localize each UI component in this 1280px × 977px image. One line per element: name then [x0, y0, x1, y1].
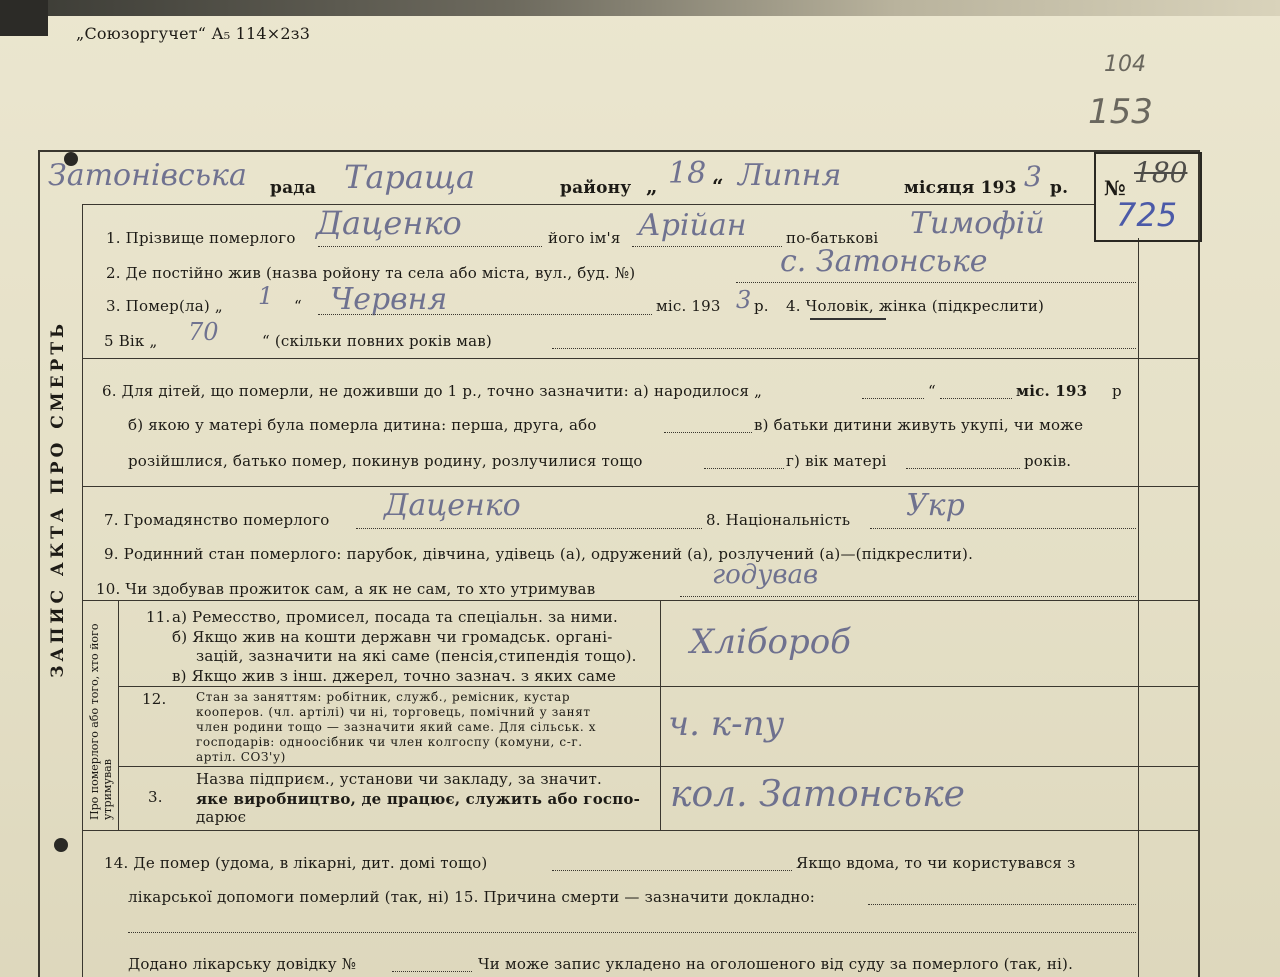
field-13-l1: Назва підприєм., установи чи закладу, за значит. — [196, 770, 602, 788]
field-3-label: 3. Помер(ла) „ — [106, 297, 223, 315]
field-6a-quote: “ — [928, 382, 936, 400]
rada-label: рада — [270, 178, 317, 198]
field-13-num: 3. — [148, 788, 163, 806]
field-14-label: 14. Де помер (удома, в лікарні, дит. домі тощо) — [104, 854, 488, 872]
field-7-label: 7. Громадянство померлого — [104, 511, 330, 529]
male-underline — [810, 318, 886, 320]
nationality-handwritten: Укр — [906, 488, 965, 523]
number-label: № — [1104, 176, 1126, 200]
sub-left — [118, 600, 119, 830]
day-close-quote: “ — [712, 174, 724, 198]
field-12-l1: Стан за заняттям: робітник, служб., ремісник, кустар — [196, 690, 571, 704]
residence-handwritten: с. Затонське — [780, 244, 988, 279]
frame-right — [1198, 150, 1200, 977]
raion-label: району — [560, 178, 632, 198]
field-12-l5: артіл. СОЗ'у) — [196, 750, 286, 764]
field-9-label: 9. Родинний стан померлого: парубок, дівчина, удівець (а), одружений (а), розлучений (а)—(підкреслити). — [104, 545, 974, 563]
field-6g-tail: років. — [1024, 452, 1072, 470]
publisher-mark: „Союзоргучет“ А₅ 114×2з3 — [76, 24, 311, 43]
field-16-label: Додано лікарську довідку № — [128, 955, 357, 973]
field-6a-tail: міс. 193 — [1016, 382, 1088, 400]
field-5-tail: “ (скільки повних років мав) — [262, 332, 492, 350]
number-new-handwritten: 725 — [1116, 196, 1178, 234]
rule-12 — [118, 766, 1200, 767]
rada-handwritten: Затонівська — [48, 158, 247, 193]
raion-handwritten: Тараща — [344, 158, 476, 196]
field-6a-label: 6. Для дітей, що померли, не доживши до 1 р., точно зазначити: а) народилося „ — [102, 382, 763, 400]
field-1-label: 1. Прізвище померлого — [106, 229, 296, 247]
sub-mid — [660, 600, 661, 830]
field-11b1: б) Якщо жив на кошти державн чи громадськ. органі- — [172, 628, 613, 646]
year-handwritten: 3 — [1024, 160, 1042, 193]
field-11b2: зацій, зазначити на які саме (пенсія,стипендія тощо). — [196, 647, 637, 665]
death-day-handwritten: 1 — [258, 282, 274, 310]
rule-6 — [82, 486, 1200, 487]
rule-11 — [118, 686, 1200, 687]
field-15-label: лікарської допомоги померлий (так, ні) 15. Причина смерти — зазначити докладно: — [128, 888, 816, 906]
month-label: місяця 193 — [904, 178, 1017, 198]
year-suffix: р. — [1050, 178, 1069, 198]
field-11v: в) Якщо жив з інш. джерел, точно зазнач. з яких саме — [172, 667, 617, 685]
field-1-patronymic-label: по-батькові — [786, 229, 879, 247]
frame-top — [38, 150, 1200, 152]
workplace-handwritten: кол. Затонське — [670, 774, 965, 815]
age-handwritten: 70 — [188, 318, 219, 346]
rule-10 — [82, 600, 1200, 601]
field-6b-label: б) якою у матері була померла дитина: перша, друга, або — [128, 416, 597, 434]
field-8-label: 8. Національність — [706, 511, 851, 529]
field-2-label: 2. Де постійно жив (назва ройону та села або міста, вул., буд. №) — [106, 264, 636, 282]
surname-handwritten: Даценко — [316, 204, 462, 242]
side-note: Про померлого або того, хто його утримував — [88, 623, 114, 820]
death-year-handwritten: 3 — [736, 286, 752, 314]
name-handwritten: Арійан — [638, 208, 747, 243]
punch-hole-bottom — [54, 838, 68, 852]
rule-header — [82, 204, 1096, 205]
field-6c-label: розійшлися, батько помер, покинув родину, розлучилися тощо — [128, 452, 643, 470]
number-old-handwritten: 180 — [1134, 156, 1188, 189]
rule-13 — [82, 830, 1200, 831]
field-12-num: 12. — [142, 690, 167, 708]
field-12-l3: член родини тощо — зазначити який саме. Для сільськ. х — [196, 720, 597, 734]
field-11a: а) Ремесство, промисел, посада та спеціальн. за ними. — [172, 608, 618, 626]
field-3-quote: “ — [294, 297, 302, 315]
occupation-handwritten: Хлібороб — [690, 622, 851, 662]
month-handwritten: Липня — [738, 158, 842, 193]
field-12-l2: кооперов. (чл. артілі) чи ні, торговець, помічний у занят — [196, 705, 591, 719]
field-6v-label: в) батьки дитини живуть укупі, чи може — [754, 416, 1084, 434]
field-6g-label: г) вік матері — [786, 452, 887, 470]
field-13-l3: дарює — [196, 808, 247, 826]
death-month-handwritten: Червня — [330, 282, 448, 317]
status-handwritten: ч. к-пу — [668, 704, 785, 744]
rule-5 — [82, 358, 1200, 359]
field-3-year-suffix: р. — [754, 297, 769, 315]
page-number-old: 104 — [1104, 52, 1146, 77]
supported-handwritten: годував — [712, 560, 819, 590]
field-6a-r: р — [1112, 382, 1122, 400]
field-12-l4: господарів: одноосібник чи член колгоспу (комуни, с-г. — [196, 735, 583, 749]
day-open-quote: „ — [646, 174, 658, 198]
field-14-tail: Якщо вдома, то чи користувався з — [796, 854, 1076, 872]
scan-corner — [0, 0, 48, 36]
frame-left — [38, 150, 40, 977]
field-16-tail: Чи може запис укладено на оголошеного від суду за померлого (так, ні). — [478, 955, 1074, 973]
page-number: 153 — [1088, 92, 1153, 132]
field-1-name-label: його ім'я — [548, 229, 621, 247]
field-5-label: 5 Вік „ — [104, 332, 158, 350]
side-title: ЗАПИС АКТА ПРО СМЕРТЬ — [48, 320, 68, 678]
day-handwritten: 18 — [668, 156, 707, 191]
field-13-l2: яке виробництво, де працює, служить або госпо- — [196, 790, 641, 808]
field-4-label: 4. Чоловік, жінка (підкреслити) — [786, 297, 1045, 315]
field-10-label: 10. Чи здобував прожиток сам, а як не сам, то хто утримував — [96, 580, 596, 598]
field-11-num: 11. — [146, 608, 171, 626]
scan-top-edge — [0, 0, 1280, 16]
citizenship-handwritten: Даценко — [384, 488, 521, 523]
patronymic-handwritten: Тимофій — [910, 206, 1045, 241]
field-3-year-label: міс. 193 — [656, 297, 721, 315]
inner-right — [1138, 238, 1139, 977]
inner-left — [82, 204, 83, 977]
